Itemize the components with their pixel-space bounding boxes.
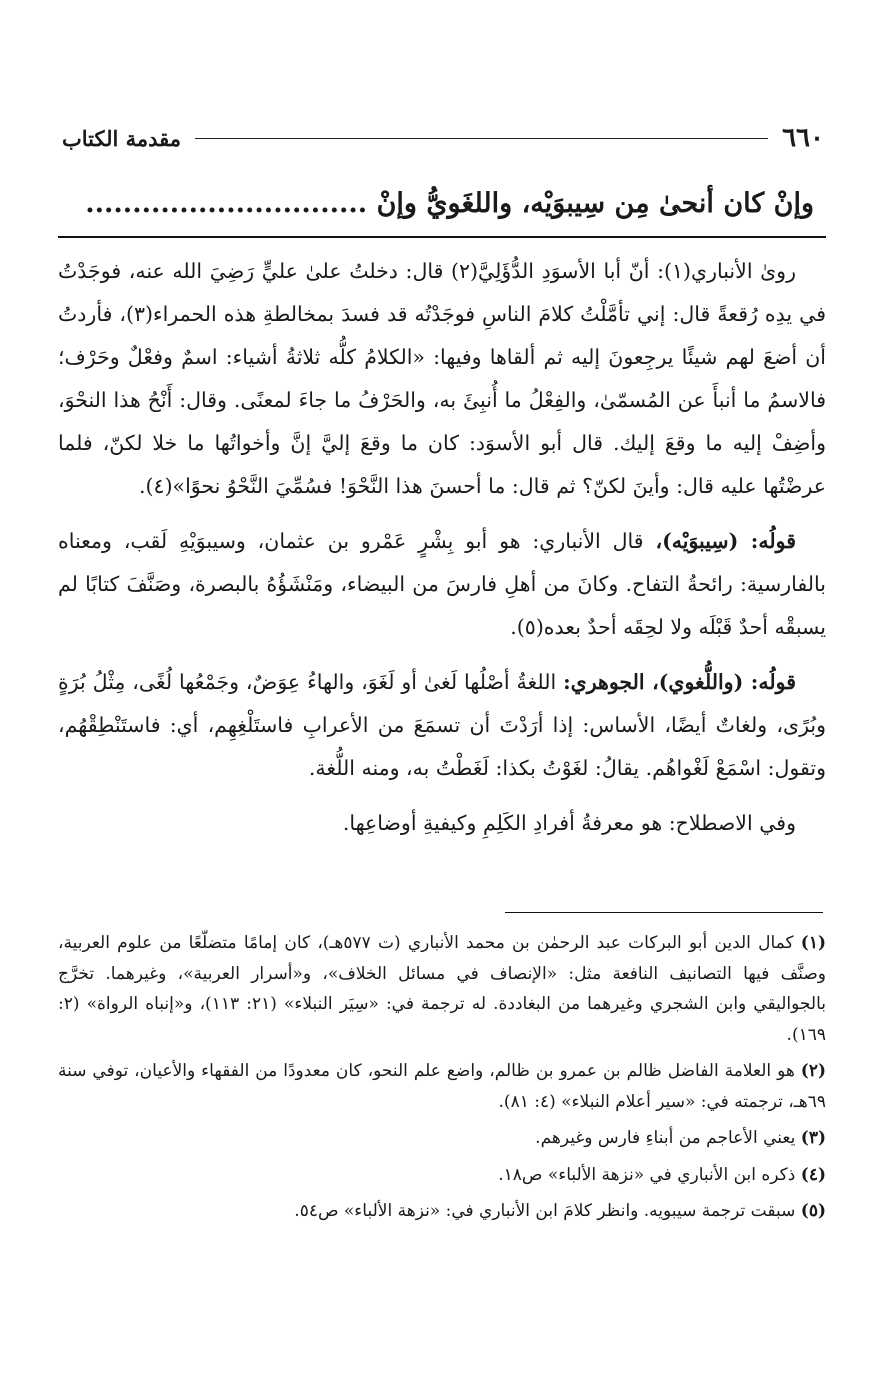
commentary-paragraph-2 <box>58 520 826 649</box>
lemma-lughawi: قولُه: (واللُّغوي)، الجوهري: <box>563 670 797 694</box>
footnote-marker: (٤) <box>800 1164 826 1185</box>
footnote-text: سبقت ترجمة سيبويه. وانظر كلامَ ابن الأنباري في: «نزهة الألباء» ص٥٤. <box>294 1201 796 1221</box>
footnote-3 <box>58 1123 826 1154</box>
footnote-marker: (٢) <box>800 1061 826 1081</box>
commentary-paragraph-4: وفي الاصطلاح: هو معرفةُ أفرادِ الكَلِمِ وكيفيةِ أوضاعِها. <box>342 811 796 835</box>
footnote-text: يعني الأعاجم من أبناءِ فارس وغيرهم. <box>535 1128 796 1148</box>
footnote-text: ذكره ابن الأنباري في «نزهة الألباء» ص١٨. <box>498 1164 796 1185</box>
page-number: ٦٦٠ <box>782 123 824 153</box>
commentary-paragraph-2-text: قال الأنباري: هو أبو بِشْرٍ عَمْرو بن عثمان، وسيبوَيْهِ لَقب، ومعناه بالفارسية: رائحةُ التفاح. وكانَ من أهلِ فارسَ من البيضاء، ومَنْشَؤُهُ بالبصرة، وصَنَّفَ كتابًا لم يسبقْه أحدٌ قَبْلَه ولا لحِقَه أحدٌ بعده(٥). <box>58 529 826 639</box>
header-title: مقدمة الكتاب <box>62 125 182 151</box>
commentary-paragraph-3-text: اللغةُ أصْلُها لَغىٰ أو لَغَوَ، والهاءُ عِوَضٌ، وجَمْعُها لُغًى، مِثْلُ بُرَةٍ وبُرًى، ولغاتٌ أيضًا، الأساس: إذا أرَدْتَ أن تسمَعَ من الأعرابِ فاستَلْغِهِم، أي: فاستَنْطِقْهُم، وتقول: اسْمَعْ لَغْواهُم. يقالُ: لغَوْتُ بكذا: لَغَطْتُ به، ومنه اللُّغة. <box>58 670 826 780</box>
commentary-paragraph-3 <box>58 661 826 790</box>
footnote-1 <box>58 928 826 1050</box>
footnote-marker: (٥) <box>800 1201 826 1221</box>
footnote-divider <box>505 912 823 913</box>
footnote-text: كمال الدين أبو البركات عبد الرحمٰن بن محمد الأنباري (ت ٥٧٧هـ)، كان إمامًا متضلّعًا من علوم العربية، وصنَّف فيها التصانيف النافعة مثل: «الإنصاف في مسائل الخلاف»، و«أسرار العربية»، وغيرهما. تخرَّج بالجواليقي وابن الشجري وغيرهما من البغاددة. له ترجمة في: «سِيَر النبلاء» (٢١: ١١٣)، و«إنباه الرواة» (٢: ١٦٩). <box>58 933 826 1045</box>
lemma-sibawayh: قولُه: (سِيبوَيْه)، <box>655 529 796 553</box>
commentary-body <box>58 250 826 890</box>
matn-text: وإنْ كان أنحىٰ مِن سِيبوَيْه، واللغَويُّ وإنْ .............................. <box>85 188 814 219</box>
matn-divider <box>58 236 826 238</box>
footnote-marker: (١) <box>800 933 826 953</box>
footnote-text: هو العلامة الفاضل ظالم بن عمرو بن ظالم، واضع علم النحو، كان معدودًا من الفقهاء والأعيان، توفي سنة ٦٩هـ، ترجمته في: «سير أعلام النبلاء» (٤: ٨١). <box>58 1061 826 1112</box>
footnote-4 <box>58 1160 826 1191</box>
commentary-paragraph-1: روىٰ الأنباري(١): أنّ أبا الأسوَدِ الدُّؤَلِيَّ(٢) قال: دخلتُ علىٰ عليٍّ رَضِيَ الله عنه، فوجَدْتُ في يدِه رُقعةً قال: إني تأمَّلْتُ كلامَ الناسِ فوجَدْتُه قد فسدَ بمخالطةِ هذه الحمراء(٣)، فأردتُ أن أضعَ لهم شيئًا يرجِعونَ إليه ثم ألقاها وفيها: «الكلامُ كلُّه ثلاثةُ أشياء: اسمٌ وفعْلٌ وحَرْف؛ فالاسمُ ما أنبأَ عن المُسمّىٰ، والفِعْلُ ما أُنبِئَ به، والحَرْفُ ما جاءَ لمعنًى. وقال: أَنْحُ هذا النحْوَ، وأضِفْ إليه ما وقعَ إليك. قال أبو الأسوَد: كان ما وقعَ إليَّ إنَّ وأخواتُها ما خلا لكنّ، فلما عرضْتُها عليه قال: وأينَ لكنّ؟ ثم قال: ما أحسنَ هذا النَّحْوَ! فسُمِّيَ النَّحْوُ نحوًا»(٤). <box>58 259 826 498</box>
header-rule <box>195 138 768 139</box>
footnotes <box>58 928 826 1288</box>
running-header <box>62 118 824 158</box>
footnote-2 <box>58 1056 826 1117</box>
footnote-marker: (٣) <box>800 1128 826 1148</box>
footnote-5 <box>58 1196 826 1227</box>
